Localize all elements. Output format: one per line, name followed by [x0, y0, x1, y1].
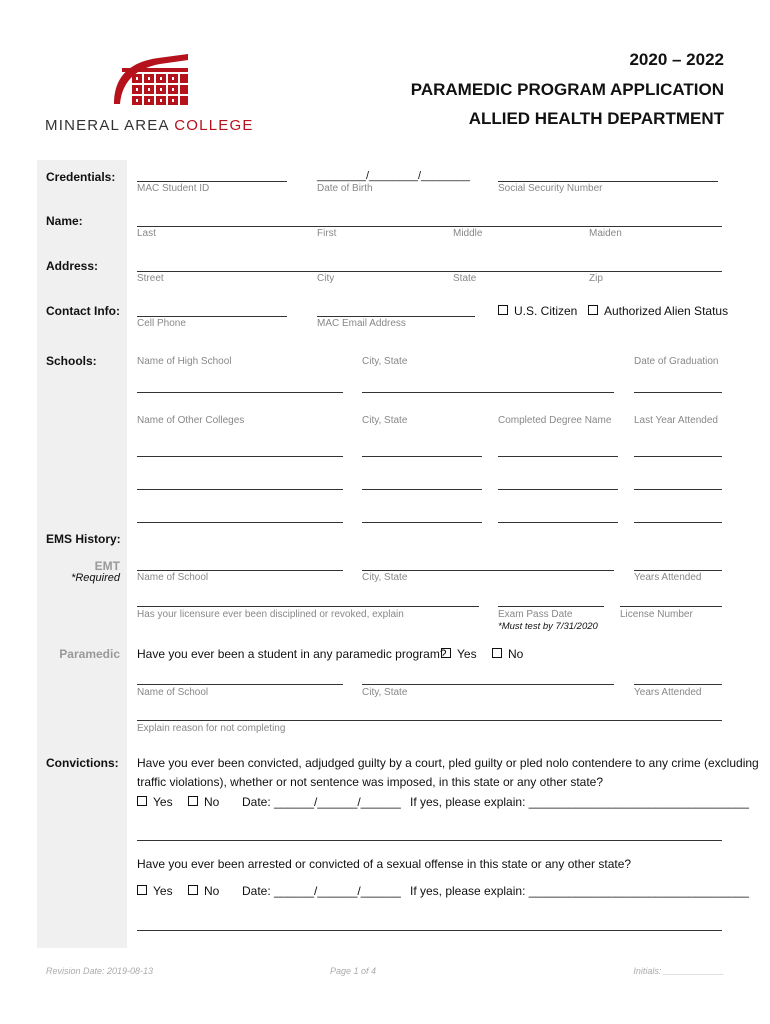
revision-date: Revision Date: 2019-08-13: [46, 966, 154, 976]
college-degree-field-1[interactable]: [498, 456, 618, 457]
dob-field[interactable]: ________/________/________: [317, 170, 470, 182]
college-name-field-2[interactable]: [137, 489, 343, 490]
label-ssn: Social Security Number: [498, 183, 603, 194]
sexual-offense-explain-field[interactable]: If yes, please explain: _________________________________: [410, 884, 749, 898]
title-department: ALLIED HEALTH DEPARTMENT: [468, 109, 724, 128]
initials-field[interactable]: Initials: ____________: [633, 966, 724, 976]
conviction-no-label: No: [204, 795, 220, 809]
conviction-yes-label: Yes: [153, 795, 173, 809]
label-cell-phone: Cell Phone: [137, 318, 186, 329]
label-licensure: Has your licensure ever been disciplined or revoked, explain: [137, 609, 404, 620]
emt-school-field[interactable]: [137, 570, 343, 571]
label-other-colleges: Name of Other Colleges: [137, 415, 245, 426]
college-city-field-1[interactable]: [362, 456, 482, 457]
conviction-no-option[interactable]: [188, 795, 219, 809]
paramedic-school-field[interactable]: [137, 684, 343, 685]
label-address: Address:: [46, 259, 99, 273]
title-program: PARAMEDIC PROGRAM APPLICATION: [410, 80, 724, 99]
conviction-yes-option[interactable]: [137, 795, 173, 809]
paramedic-no-option[interactable]: [492, 647, 523, 661]
high-school-field[interactable]: [137, 392, 343, 393]
conviction-date-field[interactable]: Date: ______/______/______: [242, 795, 401, 809]
label-state: State: [453, 273, 477, 284]
college-degree-field-3[interactable]: [498, 522, 618, 523]
label-convictions: Convictions:: [46, 756, 119, 770]
conviction-no-checkbox[interactable]: [188, 796, 198, 806]
paramedic-yes-option[interactable]: [441, 647, 477, 661]
sexual-offense-question: Have you ever been arrested or convicted of a sexual offense in this state or any other state?: [137, 857, 632, 871]
label-middle: Middle: [453, 228, 483, 239]
sexual-offense-yes-label: Yes: [153, 884, 173, 898]
label-last-year: Last Year Attended: [634, 415, 718, 426]
label-dob: Date of Birth: [317, 183, 373, 194]
label-grad-date: Date of Graduation: [634, 356, 719, 367]
ssn-field[interactable]: [498, 181, 718, 182]
label-exam-date: Exam Pass Date: [498, 609, 573, 620]
label-first: First: [317, 228, 337, 239]
alien-status-option[interactable]: [588, 304, 728, 318]
label-degree: Completed Degree Name: [498, 415, 612, 426]
conviction-explain-field[interactable]: If yes, please explain: _________________________________: [410, 795, 749, 809]
us-citizen-option[interactable]: [498, 304, 577, 318]
license-number-field[interactable]: [620, 606, 722, 607]
label-hs-city-state: City, State: [362, 356, 408, 367]
label-ems-history: EMS History:: [46, 532, 121, 546]
label-contact-info: Contact Info:: [46, 304, 120, 318]
label-credentials: Credentials:: [46, 170, 116, 184]
label-mac-id: MAC Student ID: [137, 183, 210, 194]
label-license-number: License Number: [620, 609, 693, 620]
page-number: Page 1 of 4: [330, 966, 377, 976]
label-paramedic-school: Name of School: [137, 687, 209, 698]
conviction-question-line1: Have you ever been convicted, adjudged guilty by a court, pled guilty or pled nolo contendere to any crime (excluding: [137, 756, 759, 770]
building-logo-icon: [110, 46, 190, 108]
alien-status-checkbox[interactable]: [588, 305, 598, 315]
name-field[interactable]: [137, 226, 722, 227]
label-last: Last: [137, 228, 156, 239]
conviction-explain-line[interactable]: [137, 840, 722, 841]
logo-text-college: COLLEGE: [174, 117, 254, 134]
label-emt-required: *Required: [71, 572, 120, 584]
sexual-offense-no-option[interactable]: [188, 884, 219, 898]
us-citizen-checkbox[interactable]: [498, 305, 508, 315]
sexual-offense-no-checkbox[interactable]: [188, 885, 198, 895]
grad-date-field[interactable]: [634, 392, 722, 393]
label-paramedic-years: Years Attended: [634, 687, 702, 698]
label-maiden: Maiden: [589, 228, 622, 239]
paramedic-no-checkbox[interactable]: [492, 648, 502, 658]
us-citizen-label: U.S. Citizen: [514, 304, 578, 318]
paramedic-yes-checkbox[interactable]: [441, 648, 451, 658]
not-completing-field[interactable]: [137, 720, 722, 721]
label-emt: EMT: [94, 559, 120, 573]
logo-text-mineral-area: MINERAL AREA: [45, 117, 169, 134]
label-zip: Zip: [589, 273, 603, 284]
paramedic-years-field[interactable]: [634, 684, 722, 685]
paramedic-city-state-field[interactable]: [362, 684, 614, 685]
college-year-field-2[interactable]: [634, 489, 722, 490]
college-name-field-1[interactable]: [137, 456, 343, 457]
college-year-field-1[interactable]: [634, 456, 722, 457]
label-emt-city-state: City, State: [362, 572, 408, 583]
licensure-field[interactable]: [137, 606, 479, 607]
paramedic-yes-label: Yes: [457, 647, 477, 661]
section-sidebar: [37, 160, 127, 948]
hs-city-state-field[interactable]: [362, 392, 614, 393]
email-field[interactable]: [317, 316, 475, 317]
sexual-offense-explain-line[interactable]: [137, 930, 722, 931]
conviction-yes-checkbox[interactable]: [137, 796, 147, 806]
alien-status-label: Authorized Alien Status: [604, 304, 729, 318]
label-not-completing: Explain reason for not completing: [137, 723, 286, 734]
college-degree-field-2[interactable]: [498, 489, 618, 490]
college-name-field-3[interactable]: [137, 522, 343, 523]
paramedic-question: Have you ever been a student in any paramedic program?: [137, 647, 447, 661]
label-emt-years: Years Attended: [634, 572, 702, 583]
label-schools: Schools:: [46, 354, 97, 368]
label-high-school: Name of High School: [137, 356, 232, 367]
college-year-field-3[interactable]: [634, 522, 722, 523]
mac-id-field[interactable]: [137, 181, 287, 182]
paramedic-no-label: No: [508, 647, 524, 661]
label-emt-school: Name of School: [137, 572, 209, 583]
sexual-offense-yes-option[interactable]: [137, 884, 173, 898]
label-email: MAC Email Address: [317, 318, 406, 329]
address-field[interactable]: [137, 271, 722, 272]
label-city: City: [317, 273, 335, 284]
sexual-offense-no-label: No: [204, 884, 220, 898]
label-street: Street: [137, 273, 164, 284]
must-test-note: *Must test by 7/31/2020: [498, 621, 598, 632]
sexual-offense-yes-checkbox[interactable]: [137, 885, 147, 895]
label-paramedic-city-state: City, State: [362, 687, 408, 698]
emt-years-field[interactable]: [634, 570, 722, 571]
label-name: Name:: [46, 214, 83, 228]
label-college-city-state: City, State: [362, 415, 408, 426]
emt-city-state-field[interactable]: [362, 570, 614, 571]
sexual-offense-date-field[interactable]: Date: ______/______/______: [242, 884, 401, 898]
conviction-question-line2: traffic violations), whether or not sentence was imposed, in this state or any other state?: [137, 775, 604, 789]
exam-date-field[interactable]: [498, 606, 604, 607]
logo-text: [45, 117, 254, 134]
title-years: 2020 – 2022: [629, 50, 724, 69]
label-paramedic: Paramedic: [59, 647, 120, 661]
college-city-field-2[interactable]: [362, 489, 482, 490]
cell-phone-field[interactable]: [137, 316, 287, 317]
college-city-field-3[interactable]: [362, 522, 482, 523]
